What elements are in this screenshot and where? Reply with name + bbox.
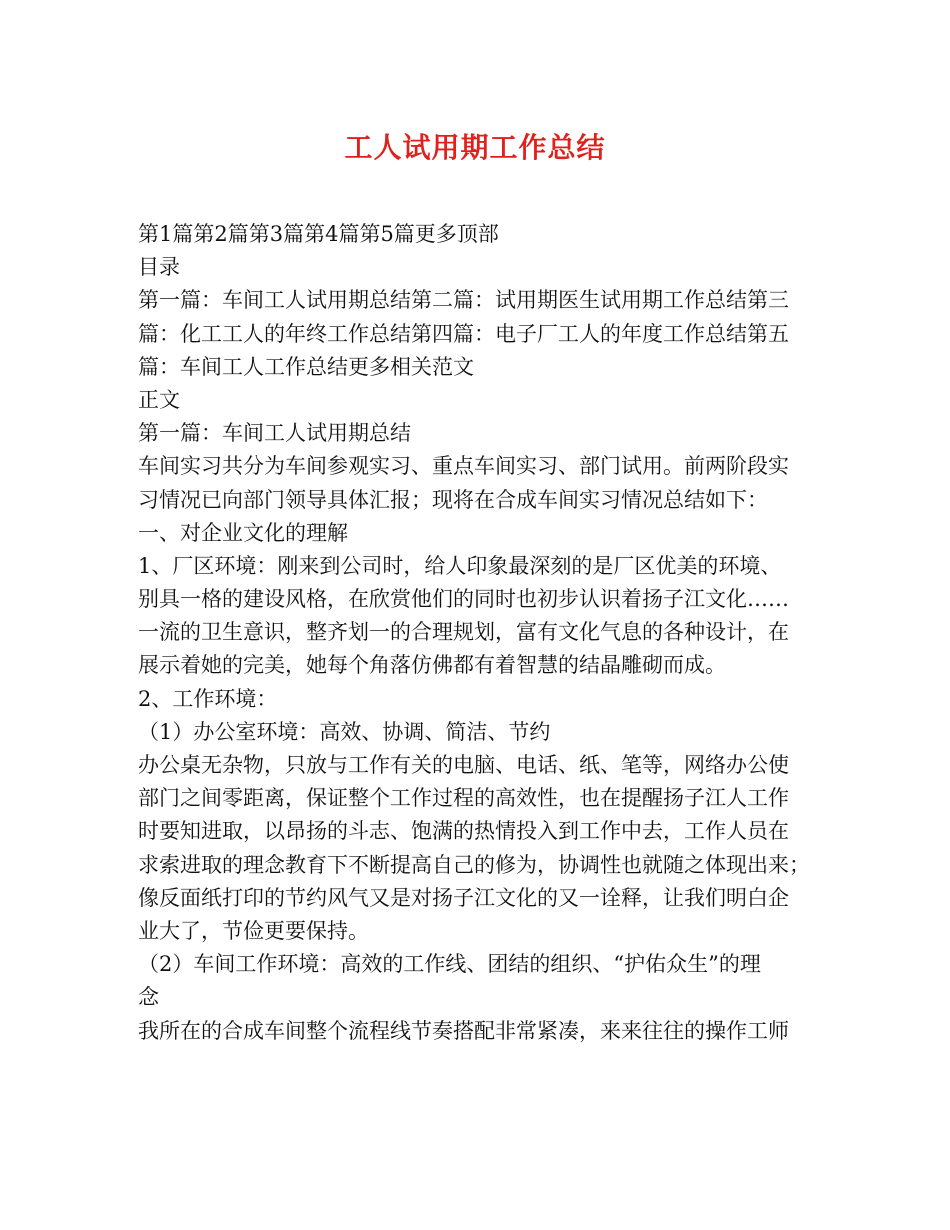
text-line: 第一篇：车间工人试用期总结 bbox=[138, 421, 411, 446]
text-line: 车间实习共分为车间参观实习、重点车间实习、部门试用。前两阶段实 bbox=[138, 454, 789, 479]
text-line: （2）车间工作环境：高效的工作线、团结的组织、“护佑众生”的理 bbox=[138, 952, 761, 977]
text-line: 第1篇第2篇第3篇第4篇第5篇更多顶部 bbox=[138, 222, 499, 246]
document-title: 工人试用期工作总结 bbox=[344, 131, 606, 164]
text-line: 展示着她的完美，她每个角落仿佛都有着智慧的结晶雕砌而成。 bbox=[138, 653, 726, 678]
text-line: 正文 bbox=[138, 387, 180, 412]
text-line: 习情况已向部门领导具体汇报；现将在合成车间实习情况总结如下： bbox=[138, 487, 768, 512]
text-line: 求索进取的理念教育下不断提高自己的修为，协调性也就随之体现出来； bbox=[138, 852, 810, 877]
text-line: 篇：车间工人工作总结更多相关范文 bbox=[138, 354, 474, 379]
text-line: 一流的卫生意识，整齐划一的合理规划，富有文化气息的各种设计，在 bbox=[138, 620, 789, 645]
text-line: 目录 bbox=[138, 255, 180, 280]
text-line: 念 bbox=[138, 985, 159, 1010]
text-line: 像反面纸打印的节约风气又是对扬子江文化的又一诠释，让我们明白企 bbox=[138, 885, 789, 910]
text-line: 我所在的合成车间整个流程线节奏搭配非常紧凑，来来往往的操作工师 bbox=[138, 1018, 789, 1043]
text-line: 第一篇：车间工人试用期总结第二篇：试用期医生试用期工作总结第三 bbox=[138, 288, 789, 313]
text-line: 篇：化工工人的年终工作总结第四篇：电子厂工人的年度工作总结第五 bbox=[138, 321, 789, 346]
text-line: 部门之间零距离，保证整个工作过程的高效性，也在提醒扬子江人工作 bbox=[138, 786, 789, 811]
document-body bbox=[138, 218, 818, 1048]
text-line: 办公桌无杂物，只放与工作有关的电脑、电话、纸、笔等，网络办公使 bbox=[138, 753, 789, 777]
text-line: 1、厂区环境：刚来到公司时，给人印象最深刻的是厂区优美的环境、 bbox=[138, 553, 782, 578]
text-line: 时要知进取，以昂扬的斗志、饱满的热情投入到工作中去，工作人员在 bbox=[138, 819, 789, 844]
text-line: 业大了，节俭更要保持。 bbox=[138, 918, 369, 943]
text-line: （1）办公室环境：高效、协调、简洁、节约 bbox=[138, 719, 551, 744]
text-line: 一、对企业文化的理解 bbox=[138, 520, 348, 545]
text-line: 别具一格的建设风格，在欣赏他们的同时也初步认识着扬子江文化…… bbox=[138, 587, 789, 612]
text-line: 2、工作环境： bbox=[138, 686, 278, 711]
